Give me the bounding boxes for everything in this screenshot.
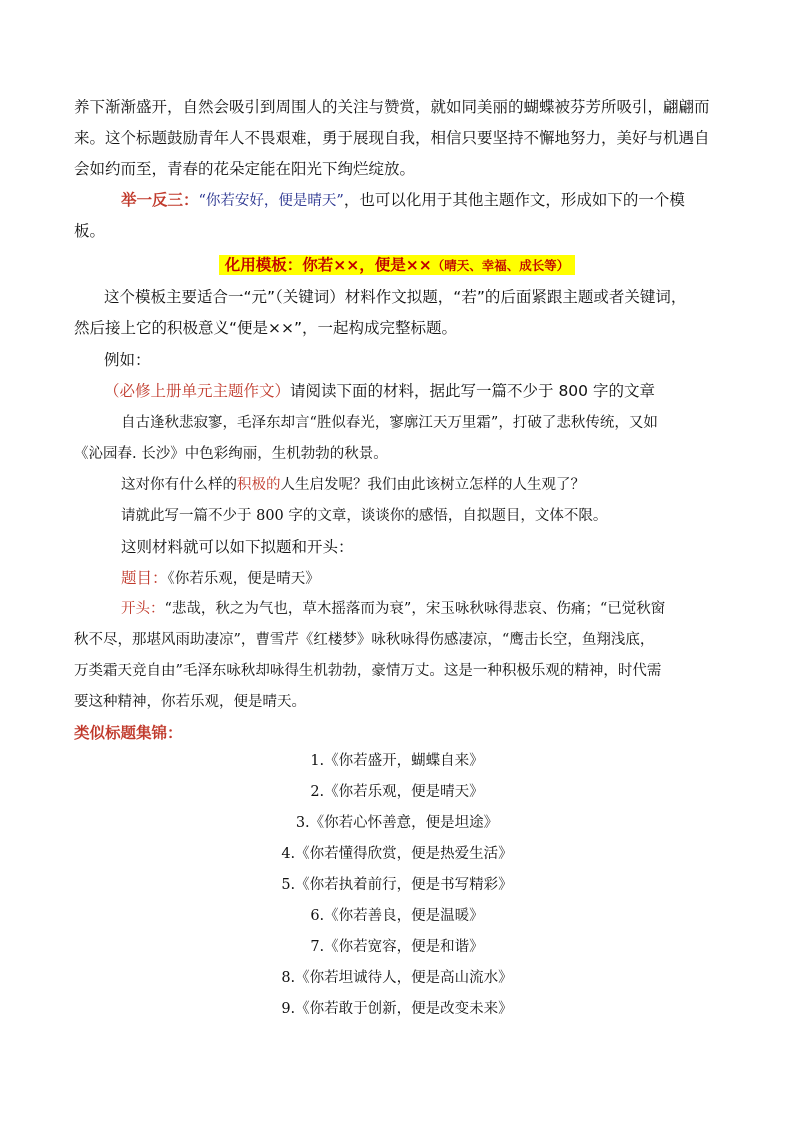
- extend-quote: “你若安好，便是晴天”: [198, 193, 344, 209]
- paragraph-line: 养下渐渐盛开，自然会吸引到周围人的关注与赞赏，就如同美丽的蝴蝶被芬芳所吸引，翩翩而: [74, 98, 710, 116]
- opening-line: 万类霜天竞自由”毛泽东咏秋却咏得生机勃勃，豪情万丈。这是一种积极乐观的精神，时代需: [74, 663, 662, 679]
- template-label: 化用模板：你若××，便是××: [224, 256, 432, 274]
- title-item: 1.《你若盛开，蝴蝶自来》: [310, 753, 484, 769]
- title-item: 4.《你若懂得欣赏，便是热爱生活》: [281, 846, 513, 862]
- material-text: 这对你有什么样的: [121, 477, 237, 493]
- material-text: 人生启发呢？我们由此该树立怎样的人生观了？: [280, 477, 585, 493]
- opening-text: “悲哉，秋之为气也，草木摇落而为衰”，宋玉咏秋咏得悲哀、伤痛；“已觉秋窗: [164, 601, 666, 617]
- example-label: 例如：: [104, 351, 151, 369]
- extend-line-2: 板。: [74, 222, 106, 240]
- opening-line: [121, 594, 769, 625]
- opening-line: 要这种精神，你若乐观，便是晴天。: [74, 694, 306, 710]
- extend-line: [121, 185, 769, 217]
- template-highlight: [219, 255, 575, 275]
- explain-line: 这个模板主要适合一“元”（关键词）材料作文拟题，“若”的后面紧跟主题或者关键词，: [104, 288, 687, 306]
- opening-line: 秋不尽，那堪风雨助凄凉”，曹雪芹《红楼梦》咏秋咏得伤感凄凉，“鹰击长空，鱼翔浅底，: [74, 632, 655, 648]
- template-sub: （晴天、幸福、成长等）: [431, 258, 570, 273]
- intro-line: 这则材料就可以如下拟题和开头：: [121, 538, 354, 556]
- material-line: [121, 470, 769, 501]
- title-item: 5.《你若执着前行，便是书写精彩》: [281, 877, 513, 893]
- topic-label: 题目：: [121, 569, 168, 587]
- topic-value: 《你若乐观，便是晴天》: [167, 571, 320, 587]
- title-item: 6.《你若善良，便是温暖》: [310, 908, 484, 924]
- opening-label: 开头：: [121, 601, 165, 617]
- topic-line: [121, 563, 769, 595]
- paragraph-line: 会如约而至，青春的花朵定能在阳光下绚烂绽放。: [74, 160, 416, 178]
- title-item: 3.《你若心怀善意，便是坦途》: [295, 815, 499, 831]
- explain-line: 然后接上它的积极意义“便是××”，一起构成完整标题。: [74, 319, 458, 337]
- title-item: 7.《你若宽容，便是和谐》: [310, 939, 484, 955]
- task-source: （必修上册单元主题作文）: [104, 382, 291, 400]
- material-line: 请就此写一篇不少于 800 字的文章，谈谈你的感悟，自拟题目，文体不限。: [121, 508, 608, 524]
- material-line: 《沁园春. 长沙》中色彩绚丽，生机勃勃的秋景。: [74, 446, 388, 462]
- title-list: [0, 746, 794, 1025]
- title-item: 2.《你若乐观，便是晴天》: [310, 784, 484, 800]
- task-line: [104, 376, 752, 407]
- material-emphasis: 积极的: [237, 477, 281, 493]
- title-item: 9.《你若敢于创新，便是改变未来》: [281, 1001, 513, 1017]
- template-banner: [0, 250, 794, 281]
- extend-rest: ，也可以化用于其他主题作文，形成如下的一个模: [343, 191, 685, 209]
- extend-label: 举一反三：: [121, 191, 199, 209]
- collection-title: 类似标题集锦：: [74, 724, 183, 742]
- task-text: 请阅读下面的材料，据此写一篇不少于 800 字的文章: [290, 382, 655, 400]
- title-item: 8.《你若坦诚待人，便是高山流水》: [281, 970, 513, 986]
- paragraph-line: 来。这个标题鼓励青年人不畏艰难，勇于展现自我，相信只要坚持不懈地努力，美好与机遇自: [74, 129, 710, 147]
- material-line: 自古逢秋悲寂寥，毛泽东却言“胜似春光，寥廓江天万里霜”，打破了悲秋传统，又如: [121, 415, 658, 431]
